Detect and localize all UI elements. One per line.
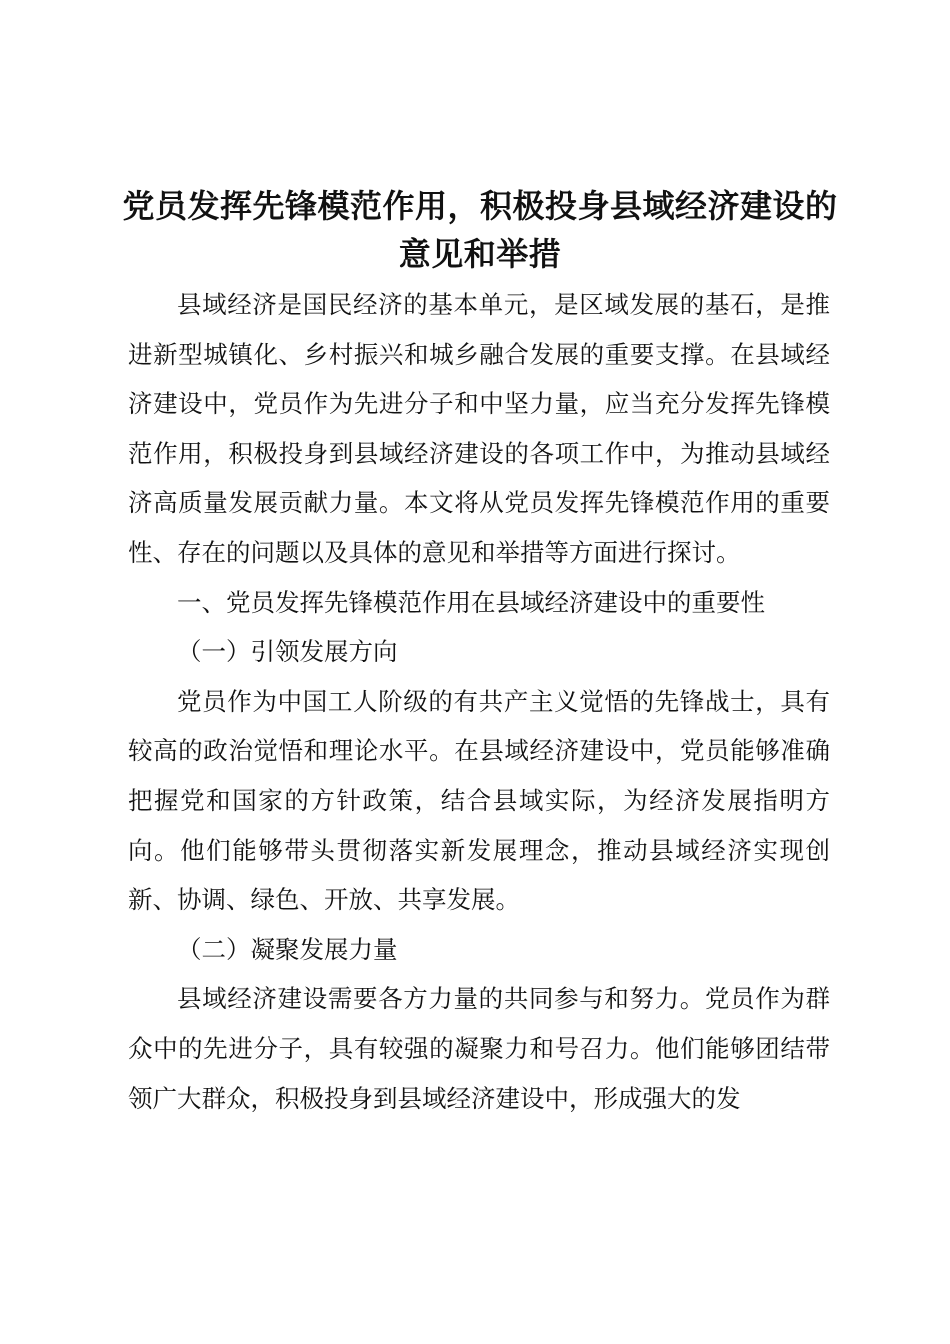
paragraph-direction: 党员作为中国工人阶级的有共产主义觉悟的先锋战士，具有较高的政治觉悟和理论水平。在县域经济建设中，党员能够准确把握党和国家的方针政策，结合县域实际，为经济发展指明方向。他们能够带头贯彻落实新发展理念，推动县域经济实现创新、协调、绿色、开放、共享发展。 <box>128 686 830 915</box>
section-heading-1: 一、党员发挥先锋模范作用在县域经济建设中的重要性 <box>177 587 765 617</box>
page-title: 党员发挥先锋模范作用，积极投身县域经济建设的意见和举措 <box>122 187 838 273</box>
subsection-heading-1: （一）引领发展方向 <box>177 637 398 667</box>
document-body <box>128 280 830 1123</box>
paragraph-intro: 县域经济是国民经济的基本单元，是区域发展的基石，是推进新型城镇化、乡村振兴和城乡融合发展的重要支撑。在县域经济建设中，党员作为先进分子和中坚力量，应当充分发挥先锋模范作用，积极投身到县域经济建设的各项工作中，为推动县域经济高质量发展贡献力量。本文将从党员发挥先锋模范作用的重要性、存在的问题以及具体的意见和举措等方面进行探讨。 <box>128 290 830 567</box>
paragraph-strength: 县域经济建设需要各方力量的共同参与和努力。党员作为群众中的先进分子，具有较强的凝聚力和号召力。他们能够团结带领广大群众，积极投身到县域经济建设中，形成强大的发 <box>128 984 830 1113</box>
subsection-heading-2: （二）凝聚发展力量 <box>177 934 398 964</box>
